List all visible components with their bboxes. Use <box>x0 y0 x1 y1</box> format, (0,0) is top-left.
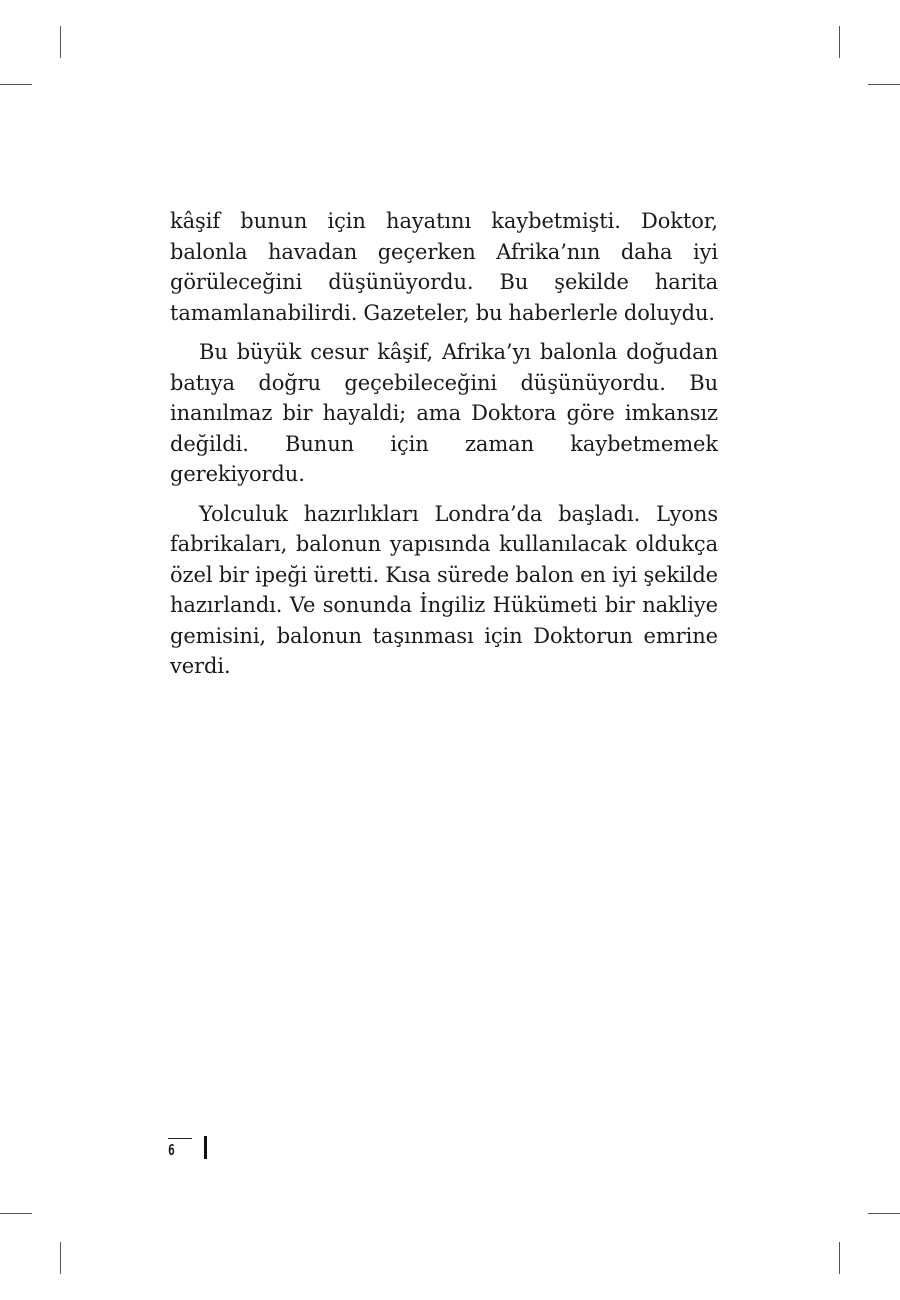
crop-mark-bottom-left-horizontal <box>0 1213 32 1214</box>
folio-bar <box>204 1136 207 1159</box>
crop-mark-bottom-left-vertical <box>60 1242 61 1274</box>
page-number: 6 <box>168 1141 175 1159</box>
paragraph-1: kâşif bunun için hayatını kaybetmişti. Doktor, balonla havadan geçerken Afrika’nın daha iyi görüleceğini düşünüyordu. Bu şekilde harita tamamlanabilirdi. Gazeteler, bu haberlerle doluydu. <box>170 209 718 325</box>
paragraph-3: Yolculuk hazırlıkları Londra’da başladı. Lyons fabrikaları, balonun yapısında kullanılacak oldukça özel bir ipeği üretti. Kısa sürede balon en iyi şekilde hazırlandı. Ve sonunda İngiliz Hükümeti bir nakliye gemisini, balonun taşınması için Doktorun emrine verdi. <box>170 501 718 678</box>
folio-rule <box>168 1138 192 1139</box>
crop-mark-top-left-vertical <box>60 26 61 58</box>
crop-mark-top-left-horizontal <box>0 84 32 85</box>
crop-mark-bottom-right-horizontal <box>868 1213 900 1214</box>
page-folio <box>168 1138 177 1160</box>
crop-mark-top-right-vertical <box>839 26 840 58</box>
body-text <box>170 206 718 682</box>
crop-mark-top-right-horizontal <box>868 84 900 85</box>
paragraph-2: Bu büyük cesur kâşif, Afrika’yı balonla doğudan batıya doğru geçebileceğini düşünüyordu. Bu inanılmaz bir hayaldi; ama Doktora göre imkansız değildi. Bunun için zaman kaybetmemek gerekiyordu. <box>170 340 718 486</box>
crop-mark-bottom-right-vertical <box>839 1242 840 1274</box>
